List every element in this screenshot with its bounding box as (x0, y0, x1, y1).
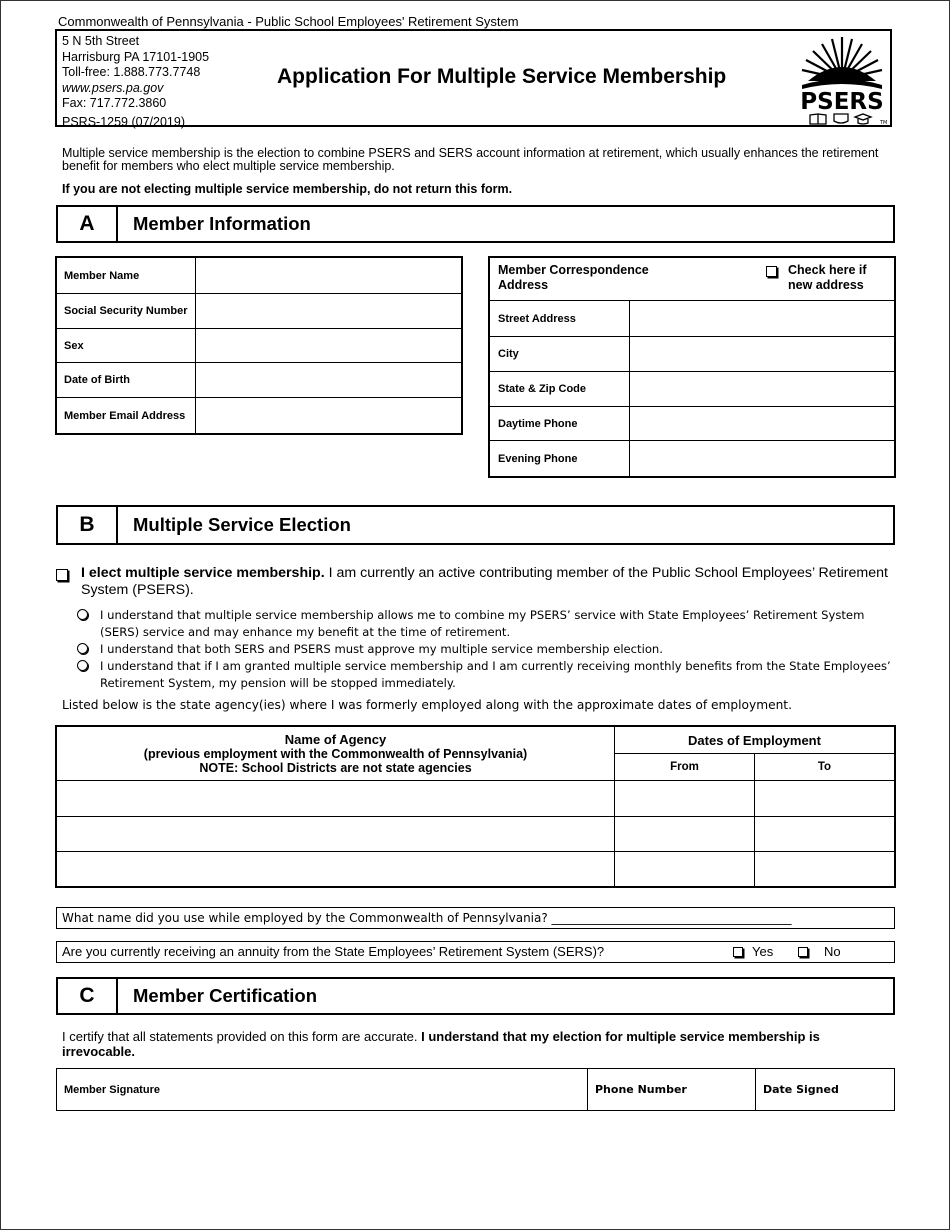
no-option[interactable]: No (798, 944, 841, 959)
agency-input[interactable] (57, 817, 615, 852)
cert-plain: I certify that all statements provided on this form are accurate. (62, 1029, 422, 1044)
agency-name: Commonwealth of Pennsylvania - Public School Employees' Retirement System (58, 14, 519, 29)
correspondence-table (489, 257, 895, 477)
dob-input[interactable] (196, 363, 462, 398)
annuity-question-box (56, 941, 895, 963)
date-signed-field[interactable] (756, 1069, 895, 1111)
member-info-table (56, 257, 462, 434)
member-name-input[interactable] (196, 258, 462, 294)
field-label: Date Signed (763, 1083, 839, 1096)
intro-text: Multiple service membership is the election to combine PSERS and SERS account information at retirement, which usually enhances the retirement benefit for members who elect multiple service membership. (62, 146, 879, 173)
section-a-header (56, 205, 895, 243)
new-address-checkbox[interactable] (766, 266, 777, 277)
no-checkbox[interactable] (798, 947, 808, 957)
bullet-icon (77, 609, 88, 620)
email-input[interactable] (196, 398, 462, 434)
city-input[interactable] (630, 337, 895, 372)
section-title: Member Certification (133, 985, 318, 1006)
to-input[interactable] (755, 852, 895, 887)
form-title: Application For Multiple Service Membership (277, 65, 727, 88)
evening-phone-input[interactable] (630, 441, 895, 477)
table-row (57, 781, 895, 817)
address-line: 5 N 5th Street (62, 34, 140, 48)
section-title: Member Information (133, 213, 311, 234)
phone-number-field[interactable] (588, 1069, 756, 1111)
section-b-header (56, 505, 895, 545)
cert-bold: I understand that my election for multiple service membership is irrevocable. (62, 1029, 820, 1059)
field-label: Evening Phone (490, 441, 630, 477)
agency-note: NOTE: School Districts are not state agencies (199, 760, 472, 775)
list-item: I understand that if I am granted multiple service membership and I am currently receiving monthly benefits from the State Employees’ Retirement System, my pension will be stopped immediately. (77, 658, 892, 692)
elect-checkbox[interactable] (56, 569, 68, 581)
section-c-header (56, 977, 895, 1015)
form-number: PSRS-1259 (07/2019) (62, 114, 185, 129)
from-input[interactable] (615, 781, 755, 817)
list-item: I understand that multiple service membership allows me to combine my PSERS’ service with State Employees’ Retirement System (SERS) service and may enhance my benefit at the time of retirement. (77, 607, 892, 641)
member-signature-field[interactable] (57, 1069, 588, 1111)
ssn-input[interactable] (196, 294, 462, 329)
field-label: Member Signature (64, 1084, 160, 1096)
section-letter: B (58, 507, 118, 543)
field-label: State & Zip Code (490, 372, 630, 407)
daytime-phone-input[interactable] (630, 407, 895, 441)
psers-logo (798, 35, 886, 125)
from-input[interactable] (615, 817, 755, 852)
table-row (57, 817, 895, 852)
correspondence-header (490, 258, 895, 301)
field-label: Date of Birth (57, 363, 196, 398)
acknowledgement-list (77, 607, 892, 692)
website-link[interactable]: www.psers.pa.gov (62, 80, 164, 95)
agency-input[interactable] (57, 781, 615, 817)
agency-header: Name of Agency (284, 731, 387, 747)
field-label: City (490, 337, 630, 372)
correspondence-title: Member Correspondence Address (498, 263, 649, 292)
field-label: Sex (57, 329, 196, 363)
certification-statement (62, 1029, 892, 1059)
section-letter: C (58, 979, 118, 1013)
employment-table (56, 726, 895, 887)
election-bold: I elect multiple service membership. (81, 565, 325, 581)
bullet-icon (77, 660, 88, 671)
field-label: Member Name (57, 258, 196, 294)
election-detail: I am currently an active contributing member of the Public School Employees’ Retirement System (PSERS). (81, 565, 888, 598)
list-item: I understand that both SERS and PSERS must approve my multiple service membership election. (77, 641, 892, 658)
section-title: Multiple Service Election (133, 514, 351, 535)
sex-input[interactable] (196, 329, 462, 363)
agency-column-header (57, 727, 615, 781)
form-header (55, 29, 892, 127)
agency-subtitle: (previous employment with the Commonwealth of Pennsylvania) (143, 746, 528, 761)
field-label: Member Email Address (57, 398, 196, 434)
logo-text: PSERS (800, 89, 884, 115)
yes-option[interactable]: Yes (733, 944, 773, 959)
from-header: From (615, 754, 755, 781)
signature-table (56, 1068, 895, 1111)
sunburst-icon (798, 35, 886, 125)
to-input[interactable] (755, 817, 895, 852)
table-row (57, 852, 895, 887)
phone-line: Toll-free: 1.888.773.7748 (62, 65, 201, 79)
yes-checkbox[interactable] (733, 947, 743, 957)
former-name-question[interactable]: What name did you use while employed by the Commonwealth of Pennsylvania? ________________________________________ (56, 907, 895, 929)
employment-instructions: Listed below is the state agency(ies) where I was formerly employed along with the approximate dates of employment. (62, 698, 792, 712)
warning-text: If you are not electing multiple service membership, do not return this form. (62, 182, 513, 196)
state-zip-input[interactable] (630, 372, 895, 407)
office-address (62, 34, 209, 130)
to-input[interactable] (755, 781, 895, 817)
to-header: To (755, 754, 895, 781)
field-label: Phone Number (595, 1083, 687, 1096)
fax-line: Fax: 717.772.3860 (62, 96, 167, 110)
from-input[interactable] (615, 852, 755, 887)
street-input[interactable] (630, 301, 895, 337)
dates-header: Dates of Employment (615, 727, 895, 754)
section-letter: A (58, 207, 118, 241)
annuity-question: Are you currently receiving an annuity from the State Employees’ Retirement System (SERS)? (62, 944, 605, 959)
field-label: Street Address (490, 301, 630, 337)
svg-text:TM: TM (880, 120, 888, 126)
bullet-icon (77, 643, 88, 654)
field-label: Social Security Number (57, 294, 196, 329)
address-line: Harrisburg PA 17101-1905 (62, 49, 210, 64)
new-address-label: Check here if new address (788, 263, 867, 292)
agency-input[interactable] (57, 852, 615, 887)
election-statement (81, 565, 891, 599)
field-label: Daytime Phone (490, 407, 630, 441)
